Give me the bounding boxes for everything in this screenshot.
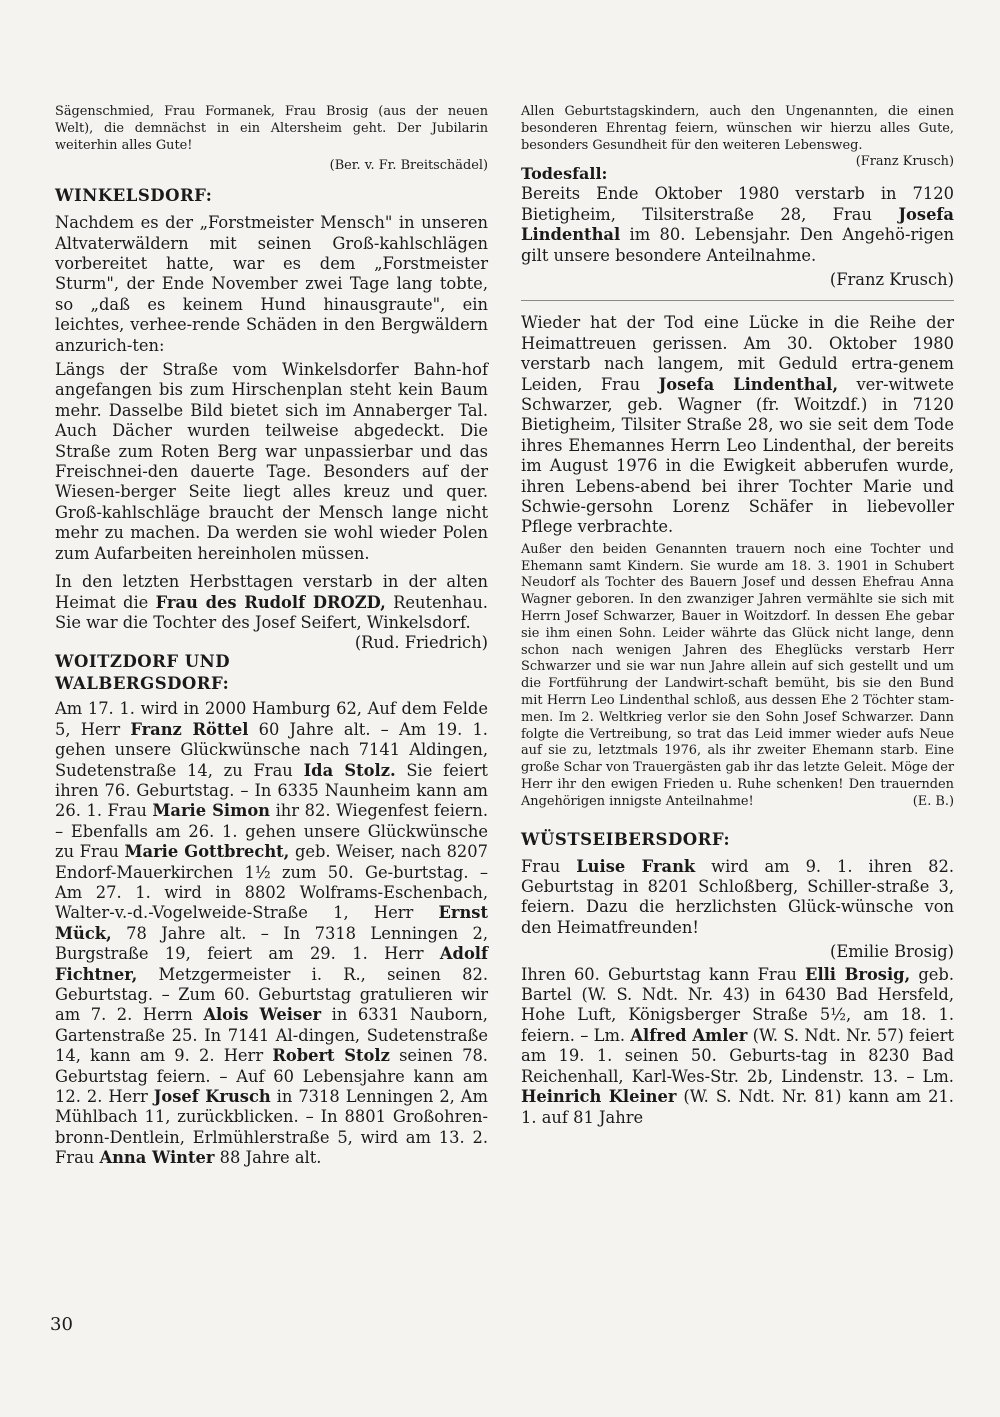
todesfall-heading: Todesfall: — [521, 164, 608, 184]
obituary-attribution: (E. B.) — [912, 793, 954, 809]
woitzdorf-heading: WOITZDORF UND WALBERGSDORF: — [55, 652, 231, 694]
right-column — [521, 104, 954, 1132]
wustseibersdorf-attribution: (Emilie Brosig) — [830, 942, 954, 962]
wustseibersdorf-paragraph-2: Ihren 60. Geburtstag kann Frau Elli Brosig, geb. Bartel (W. S. Ndt. Nr. 43) in 6430 Bad Hersfeld, Hohe Luft, Königsberger Straße 5½, am 18. 1. feiern. – Lm. Alfred Amler (W. S. Ndt. Nr. 57) feiert am 19. 1. seinen 50. Geburts-tag in 8230 Bad Reichenhall, Karl-Wes-Str. 2b, Lindenstr. 13. – Lm. Heinrich Kleiner (W. S. Ndt. Nr. 81) kann am 21. 1. auf 81 Jahre — [521, 964, 954, 1127]
intro-attribution: (Ber. v. Fr. Breitschädel) — [329, 158, 488, 174]
winkelsdorf-paragraph-1: Nachdem es der „Forstmeister Mensch" in unseren Altvaterwäldern mit seinen Groß-kahlschlägen vorbereitet hatte, war es dem „Forstmeister Sturm", der Ende November zwei Tage lang tobte, so „daß es keinem Hund hinausgraute", ein leichtes, verhee-rende Schäden in den Bergwäldern anzurich-ten: — [55, 213, 488, 355]
name-marie-gottbrecht: Marie Gottbrecht, — [124, 842, 290, 862]
name-marie-simon: Marie Simon — [152, 801, 271, 821]
name-josef-krusch: Josef Krusch — [153, 1087, 271, 1107]
wustseibersdorf-heading: WÜSTSEIBERSDORF: — [521, 829, 731, 849]
name-roettel: Franz Röttel — [130, 719, 249, 739]
winkelsdorf-paragraph-3: In den letzten Herbsttagen verstarb in der alten Heimat die Frau des Rudolf DROZD, Reutenhau. Sie war die Tochter des Josef Seifert, Winkelsdorf. (Rud. Friedrich) — [55, 572, 488, 653]
left-column — [55, 104, 488, 1173]
birthday-wishes-paragraph: Allen Geburtstagskindern, auch den Ungenannten, die einen besonderen Ehrentag feiern, wünschen wir hierzu alles Gute, besonders Gesundheit für den weiteren Lebensweg. (Franz Krusch) — [521, 104, 954, 170]
name-josefa-lindenthal: Josefa Lindenthal — [521, 204, 954, 245]
winkelsdorf-attribution: (Rud. Friedrich) — [354, 633, 488, 653]
intro-paragraph: Sägenschmied, Frau Formanek, Frau Brosig (aus der neuen Welt), die demnächst in ein Altersheim geht. Der Jubilarin weiterhin alles Gute! — [55, 104, 488, 153]
winkelsdorf-paragraph-2: Längs der Straße vom Winkelsdorfer Bahn-hof angefangen bis zum Hirschenplan steht kein Baum mehr. Dasselbe Bild bietet sich im Annaberger Tal. Auch Dächer wurden teilweise abgedeckt. Die Straße zum Roten Berg war unpassierbar und das Freischnei-den dauerte Tage. Besonders auf der Wiesen-berger Seite liegt alles kreuz und quer. Groß-kahlschläge braucht der Mensch lange nicht mehr zu machen. Da werden sie wohl wieder Polen zum Aufarbeiten hereinholen müssen. — [55, 360, 488, 563]
section-divider — [521, 300, 954, 301]
name-adolf-fichtner: Adolf Fichtner, — [55, 944, 488, 984]
name-elli-brosig: Elli Brosig, — [805, 964, 911, 984]
name-josefa-lindenthal-2: Josefa Lindenthal, — [658, 374, 838, 394]
todesfall-paragraph: Bereits Ende Oktober 1980 verstarb in 7120 Bietigheim, Tilsiterstraße 28, Frau Josefa Lindenthal im 80. Lebensjahr. Den Angehö-rigen gilt unsere besondere Anteilnahme. — [521, 184, 954, 265]
obituary-paragraph-2: Außer den beiden Genannten trauern noch eine Tochter und Ehemann samt Kindern. Sie wurde am 18. 3. 1901 in Schubert Neudorf als Tochter des Bauern Josef und dessen Ehefrau Anna Wagner geboren. In den zwanziger Jahren vermählte sie sich mit Herrn Josef Schwarzer, Bauer in Woitzdorf. In dessen Ehe gebar sie ihm einen Sohn. Leider währte das Glück nicht lange, denn schon nach wenigen Jahren des Eheglücks verstarb Herr Schwarzer und sie war nun Jahre allein auf sich gestellt und um die Fortführung der Landwirt-schaft bemüht, bis sie den Bund mit Herrn Leo Lindenthal schloß, aus dessen Ehe 2 Töchter stam-men. Im 2. Weltkrieg verlor sie den Sohn Josef Schwarzer. Dann folgte die Vertreibung, so trat das Leid immer wieder aufs Neue auf sie zu, letztmals 1976, als ihr zweiter Ehemann starb. Eine große Schar von Trauergästen gab ihr das letzte Geleit. Möge der Herr ihr den ewigen Frieden u. Ruhe schenken! Den trauernden Angehörigen innigste Anteilnahme! (E. B.) — [521, 541, 954, 809]
name-alfred-amler: Alfred Amler — [630, 1025, 748, 1045]
name-ida-stolz: Ida Stolz. — [303, 760, 396, 780]
name-heinrich-kleiner: Heinrich Kleiner — [521, 1087, 677, 1107]
name-anna-winter: Anna Winter — [99, 1148, 215, 1168]
name-robert-stolz: Robert Stolz — [272, 1046, 390, 1066]
name-luise-frank: Luise Frank — [576, 856, 696, 876]
winkelsdorf-heading: WINKELSDORF: — [55, 186, 213, 206]
obituary-paragraph-1: Wieder hat der Tod eine Lücke in die Reihe der Heimattreuen gerissen. Am 30. Oktober 1980 verstarb nach langem, mit Geduld ertra-genem Leiden, Frau Josefa Lindenthal, ver-witwete Schwarzer, geb. Wagner (fr. Woitzdf.) in 7120 Bietigheim, Tilsiter Straße 28, wo sie seit dem Tode ihres Ehemannes Herrn Leo Lindenthal, der bereits im August 1976 in die Ewigkeit abberufen wurde, ihren Lebens-abend bei ihrer Tochter Marie und Schwie-gersohn Lorenz Schäfer in liebevoller Pflege verbrachte. — [521, 313, 954, 537]
todesfall-attribution: (Franz Krusch) — [829, 270, 954, 290]
name-alois-weiser: Alois Weiser — [203, 1005, 322, 1025]
wustseibersdorf-paragraph-1: Frau Luise Frank wird am 9. 1. ihren 82. Geburtstag in 8201 Schloßberg, Schiller-straße 3, feiern. Dazu die herzlichsten Glück-wünsche von den Heimatfreunden! — [521, 856, 954, 937]
page-number: 30 — [50, 1314, 73, 1335]
name-ernst-mueck: Ernst Mück, — [55, 903, 488, 943]
woitzdorf-paragraph: Am 17. 1. wird in 2000 Hamburg 62, Auf dem Felde 5, Herr Franz Röttel 60 Jahre alt. – Am 19. 1. gehen unsere Glückwünsche nach 7141 Aldingen, Sudetenstraße 14, zu Frau Ida Stolz. Sie feiert ihren 76. Geburtstag. – In 6335 Naunheim kann am 26. 1. Frau Marie Simon ihr 82. Wiegenfest feiern. – Ebenfalls am 26. 1. gehen unsere Glückwünsche zu Frau Marie Gottbrecht, geb. Weiser, nach 8207 Endorf-Mauerkirchen 1½ zum 50. Ge-burtstag. – Am 27. 1. wird in 8802 Wolframs-Eschenbach, Walter-v.-d.-Vogelweide-Straße 1, Herr Ernst Mück, 78 Jahre alt. – In 7318 Lenningen 2, Burgstraße 19, feiert am 29. 1. Herr Adolf Fichtner, Metzgermeister i. R., seinen 82. Geburtstag. – Zum 60. Geburtstag gratulieren wir am 7. 2. Herrn Alois Weiser in 6331 Nauborn, Gartenstraße 25. In 7141 Al-dingen, Sudetenstraße 14, kann am 9. 2. Herr Robert Stolz seinen 78. Geburtstag feiern. – Auf 60 Lebensjahre kann am 12. 2. Herr Josef Krusch in 7318 Lenningen 2, Am Mühlbach 11, zurückblicken. – In 8801 Großohren-bronn-Dentlein, Erlmühlerstraße 5, wird am 13. 2. Frau Anna Winter 88 Jahre alt. — [55, 699, 488, 1168]
drozd-name: Frau des Rudolf DROZD, — [155, 592, 386, 612]
birthday-wishes-attribution: (Franz Krusch) — [855, 154, 954, 170]
